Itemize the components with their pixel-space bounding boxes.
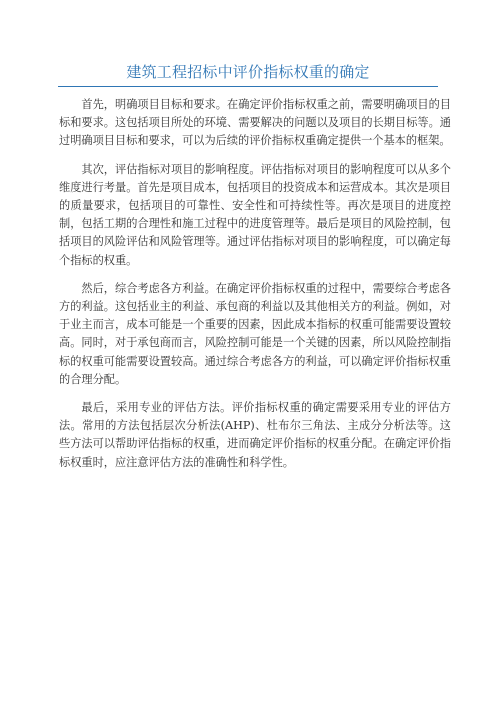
paragraph-2: 其次，评估指标对项目的影响程度。评估指标对项目的影响程度可以从多个维度进行考量。首先是项目成本，包括项目的投资成本和运营成本。其次是项目的质量要求，包括项目的可靠性、安全性和可持续性等。再次是项目的进度控制，包括工期的合理性和施工过程中的进度管理等。最后是项目的风险控制，包括项目的风险评估和风险管理等。通过评估指标对项目的影响程度，可以确定每个指标的权重。 xyxy=(59,162,451,267)
document-title: 建筑工程招标中评价指标权重的确定 xyxy=(126,63,370,81)
paragraph-4: 最后，采用专业的评估方法。评价指标权重的确定需要采用专业的评估方法。常用的方法包括层次分析法(AHP)、杜布尔三角法、主成分分析法等。这些方法可以帮助评估指标的权重，进而确定评价指标的权重分配。在确定评价指标权重时，应注意评估方法的准确性和科学性。 xyxy=(59,401,451,469)
paragraph-1: 首先，明确项目目标和要求。在确定评价指标权重之前，需要明确项目的目标和要求。这包括项目所处的环境、需要解决的问题以及项目的长期目标等。通过明确项目目标和要求，可以为后续的评价指标权重确定提供一个基本的框架。 xyxy=(59,98,451,148)
document-body xyxy=(59,96,451,482)
paragraph-3: 然后，综合考虑各方利益。在确定评价指标权重的过程中，需要综合考虑各方的利益。这包括业主的利益、承包商的利益以及其他相关方的利益。例如，对于业主而言，成本可能是一个重要的因素，因此成本指标的权重可能需要设置较高。同时，对于承包商而言，风险控制可能是一个关键的因素，所以风险控制指标的权重可能需要设置较高。通过综合考虑各方的利益，可以确定评价指标权重的合理分配。 xyxy=(59,281,451,386)
title-underline xyxy=(58,86,438,87)
